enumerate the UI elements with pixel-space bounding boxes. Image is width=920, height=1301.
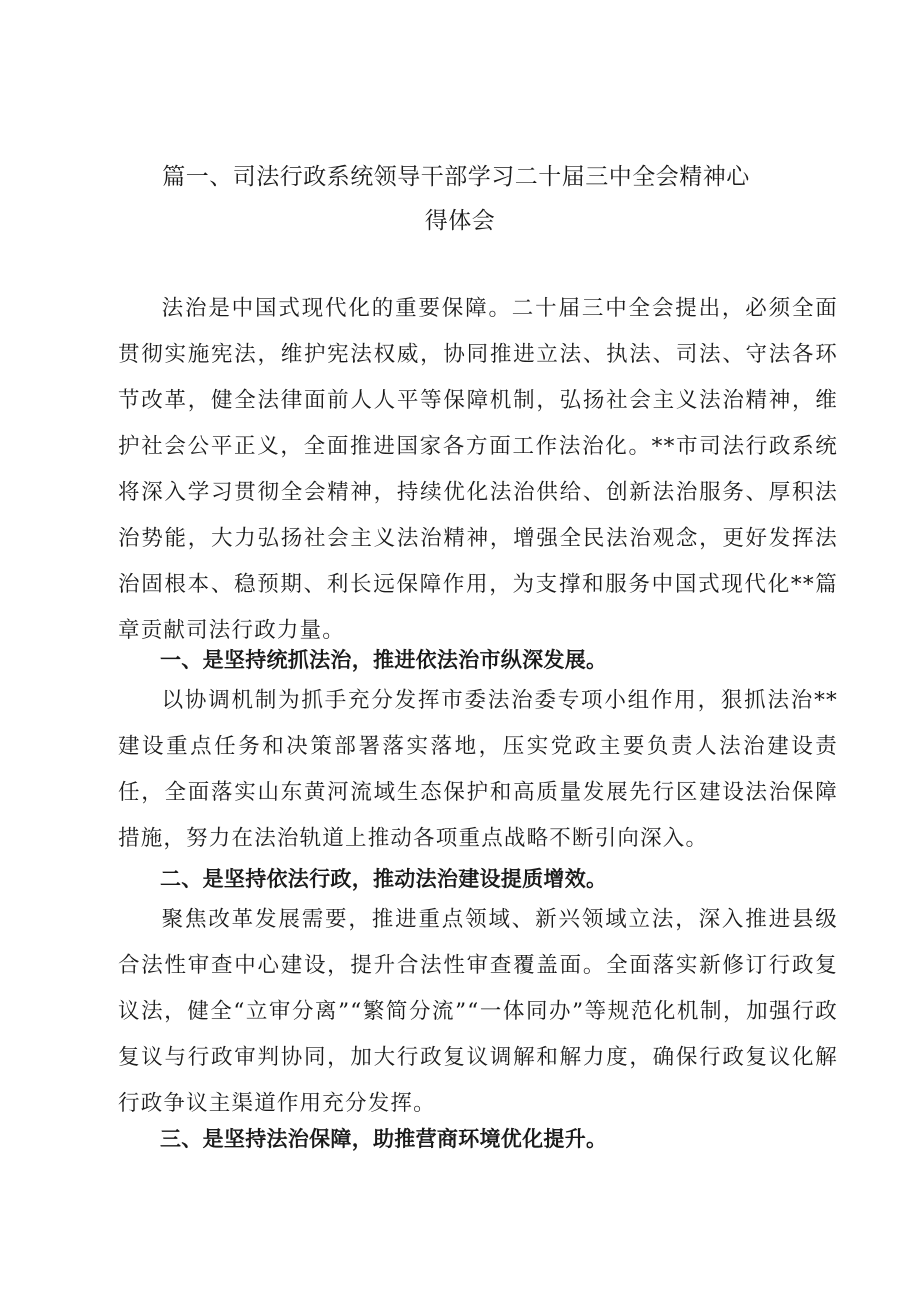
section-heading-2: 二、是坚持依法行政，推动法治建设提质增效。 [160,867,608,891]
body-paragraph-1-text: 法治是中国式现代化的重要保障。二十届三中全会提出，必须全面贯彻实施宪法，维护宪法权威，协同推进立法、执法、司法、守法各环节改革，健全法律面前人人平等保障机制，弘扬社会主义法治精神，维护社会公平正义，全面推进国家各方面工作法治化。**市司法行政系统将深入学习贯彻全会精神，持续优化法治供给、创新法治服务、厚积法治势能，大力弘扬社会主义法治精神，增强全民法治观念，更好发挥法治固根本、稳预期、利长远保障作用，为支撑和服务中国式现代化**篇章贡献司法行政力量。 [118,296,838,643]
body-paragraph-3 [118,897,838,1127]
body-paragraph-2 [118,678,838,862]
section-heading-3: 三、是坚持法治保障，助推营商环境优化提升。 [160,1127,608,1151]
document-title-line1: 篇一、司法行政系统领导干部学习二十届三中全会精神心 [162,164,750,190]
body-paragraph-1 [118,286,838,654]
body-paragraph-3-text: 聚焦改革发展需要，推进重点领域、新兴领域立法，深入推进县级合法性审查中心建设，提升合法性审查覆盖面。全面落实新修订行政复议法，健全“立审分离”“繁简分流”“一体同办”等规范化机制，加强行政复议与行政审判协同，加大行政复议调解和解力度，确保行政复议化解行政争议主渠道作用充分发挥。 [118,907,838,1116]
document-title-line2: 得体会 [424,208,496,234]
section-heading-1: 一、是坚持统抓法治，推进依法治市纵深发展。 [160,648,608,672]
body-paragraph-2-text: 以协调机制为抓手充分发挥市委法治委专项小组作用，狠抓法治**建设重点任务和决策部署落实落地，压实党政主要负责人法治建设责任，全面落实山东黄河流域生态保护和高质量发展先行区建设法治保障措施，努力在法治轨道上推动各项重点战略不断引向深入。 [118,688,838,851]
